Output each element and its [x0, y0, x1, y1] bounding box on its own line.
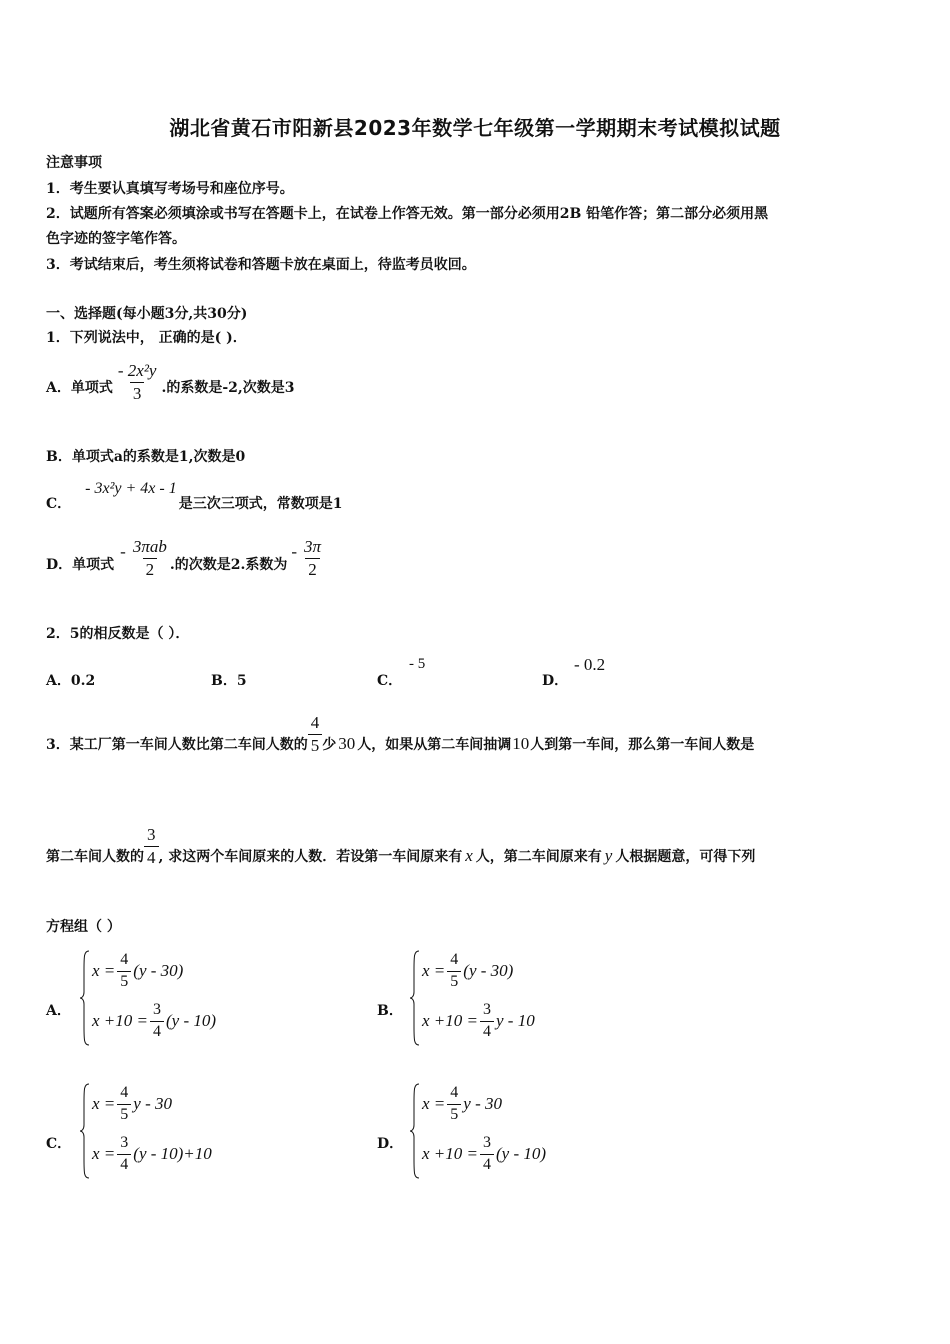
q3-option-d-system: [410, 1083, 650, 1181]
q3-option-a-system: [80, 950, 320, 1048]
q3-a-eq2-rhs: (y - 10): [166, 1011, 217, 1031]
q1-option-a: [46, 362, 295, 403]
q3-b-eq2-rhs: y - 10: [496, 1011, 535, 1031]
q3-fraction-4-5: [308, 714, 323, 755]
brace-icon: [410, 950, 420, 1046]
q3-b-eq1: [422, 952, 513, 991]
q3-a-eq2-den: 4: [150, 1021, 164, 1041]
q1-a-prefix: A．单项式: [46, 380, 113, 397]
q1-d-prefix: D．单项式: [46, 557, 115, 574]
q3-a-eq1-frac: [117, 952, 131, 991]
q3-a-eq1-lhs: x =: [92, 961, 116, 981]
q1-a-num: - 2x²y: [117, 361, 157, 380]
q2-option-a: A．0.2: [46, 673, 96, 689]
q3-option-b-label: B．: [377, 1003, 403, 1019]
notice-item-2-cont: 色字迹的签字笔作答。: [46, 231, 186, 247]
brace-icon: [410, 1083, 420, 1179]
q3-var-y: y: [604, 846, 613, 866]
q1-d-num: 3πab: [132, 537, 167, 556]
q1-a-suffix: .的系数是-2,次数是3: [161, 380, 295, 397]
q3-text-1: 3．某工厂第一车间人数比第二车间人数的: [46, 737, 308, 754]
q3-b-eq1-frac: [447, 952, 461, 991]
q3-option-b-system: [410, 950, 650, 1048]
q1-d-fraction: [130, 538, 170, 579]
q3-a-eq2: [92, 1002, 216, 1041]
q3-option-c-label: C．: [46, 1136, 72, 1152]
q3-d-eq2-frac: [480, 1135, 494, 1174]
notice-item-3: 3．考试结束后，考生须将试卷和答题卡放在桌面上，待监考员收回。: [46, 257, 476, 273]
q3-d-eq1-den: 5: [447, 1104, 461, 1124]
q3-d-eq2: [422, 1135, 546, 1174]
q3-d-eq2-num: 3: [483, 1134, 491, 1151]
q3-c-eq2-num: 3: [120, 1134, 129, 1151]
q3-d-eq2-den: 4: [480, 1154, 494, 1174]
q3-option-a-label: A．: [46, 1003, 71, 1019]
q1-d-mid: .的次数是2.系数为: [169, 557, 288, 574]
q3-var-x: x: [465, 846, 473, 866]
brace-icon: [80, 950, 90, 1046]
q3-a-eq2-num: 3: [153, 1001, 161, 1018]
q3-c-eq2-rhs: (y - 10)+10: [133, 1144, 212, 1164]
q2-option-c-label: C．: [377, 673, 403, 689]
q3-f1-num: 4: [310, 713, 320, 732]
q3-f2-den: 4: [144, 846, 159, 867]
q1-a-fraction: [115, 362, 160, 403]
q2-option-d-value: - 0.2: [574, 655, 606, 674]
q1-option-c: [46, 480, 342, 513]
q3-stem-line-2: [46, 826, 755, 867]
q1-c-prefix: C．: [46, 496, 72, 512]
q3-number-10: 10: [512, 734, 530, 754]
q3-b-eq1-rhs: (y - 30): [463, 961, 514, 981]
q3-b-eq1-lhs: x =: [422, 961, 446, 981]
q3-d-eq1: [422, 1085, 502, 1124]
q3-f1-den: 5: [308, 734, 323, 755]
q3-text-4: 人到第一车间，那么第一车间人数是: [530, 737, 755, 754]
q1-c-suffix: 是三次三项式，常数项是1: [178, 496, 343, 512]
q1-d-num2: 3π: [304, 537, 322, 556]
section-heading: 一、选择题(每小题3分,共30分): [46, 306, 248, 322]
q3-c-eq2-lhs: x =: [92, 1144, 116, 1164]
q1-option-b: B．单项式a的系数是1,次数是0: [46, 449, 246, 465]
q3-b-eq2: [422, 1002, 535, 1041]
q3-b-eq2-num: 3: [483, 1001, 491, 1018]
q3-d-eq1-num: 4: [450, 1084, 459, 1101]
q1-d-minus2: -: [291, 542, 298, 562]
q3-d-eq1-frac: [447, 1085, 461, 1124]
q3-b-eq1-num: 4: [450, 951, 459, 968]
q3-text-2: 少: [322, 737, 337, 754]
q1-option-d: [46, 538, 324, 579]
q3-c-eq2: [92, 1135, 212, 1174]
q3-c-eq1-rhs: y - 30: [133, 1094, 172, 1114]
q3-c-eq1-lhs: x =: [92, 1094, 116, 1114]
q3-c-eq1-den: 5: [117, 1104, 131, 1124]
q3-fraction-3-4: [144, 826, 159, 867]
q3-a-eq1-rhs: (y - 30): [133, 961, 184, 981]
q3-d-eq2-lhs: x +10 =: [422, 1144, 478, 1164]
q3-text-3: 人，如果从第二车间抽调: [357, 737, 512, 754]
q3-text-8: 人根据题意，可得下列: [615, 849, 756, 866]
q1-d-den2: 2: [305, 558, 320, 579]
q3-a-eq2-frac: [150, 1002, 164, 1041]
q2-option-b: B．5: [211, 673, 247, 689]
q3-a-eq2-lhs: x +10 =: [92, 1011, 148, 1031]
brace-icon: [80, 1083, 90, 1179]
q1-d-minus: -: [120, 542, 126, 562]
notice-heading: 注意事项: [46, 155, 102, 171]
q3-f2-num: 3: [147, 825, 156, 844]
q3-c-eq2-frac: [117, 1135, 131, 1174]
q2-option-d-label: D．: [542, 673, 569, 689]
page-title: 湖北省黄石市阳新县2023年数学七年级第一学期期末考试模拟试题: [169, 116, 781, 140]
q3-b-eq2-lhs: x +10 =: [422, 1011, 478, 1031]
q3-a-eq1: [92, 952, 183, 991]
q3-c-eq2-den: 4: [117, 1154, 131, 1174]
q2-stem: 2．5的相反数是（ ）．: [46, 626, 190, 642]
q3-text-6: , 求这两个车间原来的人数．若设第一车间原来有: [158, 849, 463, 866]
q3-stem-line-1: [46, 714, 754, 755]
q3-b-eq2-frac: [480, 1002, 494, 1041]
q3-c-eq1-num: 4: [120, 1084, 129, 1101]
q3-a-eq1-den: 5: [117, 971, 131, 991]
q3-text-7: 人，第二车间原来有: [475, 849, 602, 866]
notice-item-2: 2．试题所有答案必须填涂或书写在答题卡上，在试卷上作答无效。第一部分必须用2B 铅笔作答；第二部分必须用黑: [46, 206, 769, 222]
q3-number-30: 30: [338, 734, 356, 754]
q3-b-eq1-den: 5: [447, 971, 461, 991]
q3-b-eq2-den: 4: [480, 1021, 494, 1041]
q3-option-c-system: [80, 1083, 320, 1181]
q1-d-den: 2: [143, 558, 158, 579]
q1-stem: 1．下列说法中， 正确的是( )．: [46, 330, 247, 346]
q3-option-d-label: D．: [377, 1136, 404, 1152]
q3-c-eq1-frac: [117, 1085, 131, 1124]
notice-item-1: 1．考生要认真填写考场号和座位序号。: [46, 181, 294, 197]
q3-stem-line-3: 方程组（ ）: [46, 919, 121, 935]
q1-c-expr: - 3x²y + 4x - 1: [85, 480, 177, 497]
q1-a-den: 3: [130, 382, 145, 403]
q2-option-c-value: - 5: [409, 656, 426, 672]
q3-text-5: 第二车间人数的: [46, 849, 144, 866]
q3-d-eq1-rhs: y - 30: [463, 1094, 502, 1114]
q3-d-eq2-rhs: (y - 10): [496, 1144, 547, 1164]
q3-a-eq1-num: 4: [120, 951, 129, 968]
q3-d-eq1-lhs: x =: [422, 1094, 446, 1114]
q1-d-fraction2: [301, 538, 324, 579]
q3-c-eq1: [92, 1085, 172, 1124]
